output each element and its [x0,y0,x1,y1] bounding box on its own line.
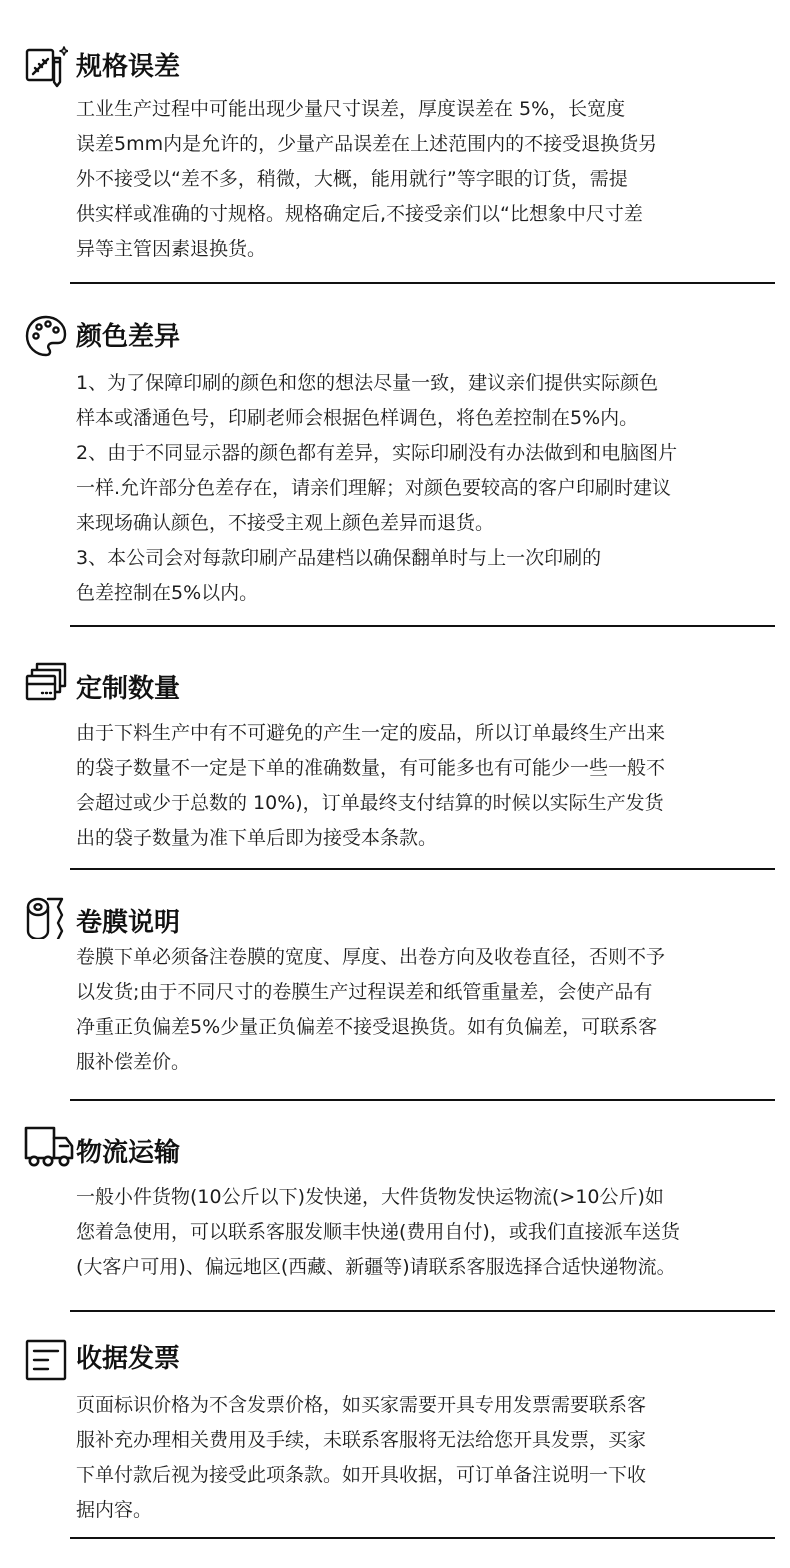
divider [70,1099,775,1101]
section-body [76,1180,776,1285]
body-line: 供实样或准确的寸规格。规格确定后,不接受亲们以“比想象中尺寸差 [76,203,643,225]
body-line: 下单付款后视为接受此项条款。如开具收据，可订单备注说明一下收 [76,1464,647,1486]
body-line: 服补偿差价。 [76,1051,191,1073]
body-line: 以发货;由于不同尺寸的卷膜生产过程误差和纸管重量差，会使产品有 [76,981,653,1003]
divider [70,868,775,870]
section-title: 收据发票 [76,1344,181,1374]
section-title: 卷膜说明 [76,908,181,938]
ruler-pencil-icon [24,44,68,88]
body-line: 卷膜下单必须备注卷膜的宽度、厚度、出卷方向及收卷直径，否则不予 [76,946,666,968]
body-line: 净重正负偏差5%少量正负偏差不接受退换货。如有负偏差，可联系客 [76,1016,658,1038]
body-line: 会超过或少于总数的 10%)，订单最终支付结算的时候以实际生产发货 [76,792,664,814]
stack-icon [24,660,68,704]
section-body [76,92,776,267]
body-line: 的袋子数量不一定是下单的准确数量，有可能多也有可能少一些一般不 [76,757,666,779]
divider [70,1310,775,1312]
body-line: 出的袋子数量为准下单后即为接受本条款。 [76,827,438,849]
body-line: 外不接受以“差不多，稍微，大概，能用就行”等字眼的订货，需提 [76,168,628,190]
body-line: 2、由于不同显示器的颜色都有差异，实际印刷没有办法做到和电脑图片 [76,442,678,464]
body-line: 一样.允许部分色差存在，请亲们理解；对颜色要较高的客户印刷时建议 [76,477,672,499]
body-line: 据内容。 [76,1499,153,1521]
section-body [76,716,776,856]
body-line: 页面标识价格为不含发票价格，如买家需要开具专用发票需要联系客 [76,1394,647,1416]
truck-icon [24,1124,74,1168]
body-line: 误差5mm内是允许的，少量产品误差在上述范围内的不接受退换货另 [76,133,658,155]
section-title: 颜色差异 [76,322,181,352]
section-title: 定制数量 [76,674,181,704]
body-line: 色差控制在5%以内。 [76,582,259,604]
body-line: 样本或潘通色号，印刷老师会根据色样调色，将色差控制在5%内。 [76,407,639,429]
body-line: 来现场确认颜色，不接受主观上颜色差异而退货。 [76,512,495,534]
divider [70,625,775,627]
body-line: 由于下料生产中有不可避免的产生一定的废品，所以订单最终生产出来 [76,722,666,744]
body-line: 3、本公司会对每款印刷产品建档以确保翻单时与上一次印刷的 [76,547,602,569]
divider [70,282,775,284]
body-line: (大客户可用)、偏远地区(西藏、新疆等)请联系客服选择合适快递物流。 [76,1256,676,1278]
body-line: 1、为了保障印刷的颜色和您的想法尽量一致，建议亲们提供实际颜色 [76,372,659,394]
body-line: 一般小件货物(10公斤以下)发快递，大件货物发快运物流(>10公斤)如 [76,1186,664,1208]
section-body [76,1388,776,1528]
section-body [76,366,776,611]
section-body [76,940,776,1080]
section-title: 规格误差 [76,52,181,82]
film-roll-icon [24,895,68,939]
body-line: 服补充办理相关费用及手续，未联系客服将无法给您开具发票，买家 [76,1429,647,1451]
divider [70,1537,775,1539]
palette-icon [24,314,68,358]
section-title: 物流运输 [76,1138,181,1168]
document-icon [24,1338,68,1382]
body-line: 工业生产过程中可能出现少量尺寸误差，厚度误差在 5%，长宽度 [76,98,626,120]
body-line: 您着急使用，可以联系客服发顺丰快递(费用自付)，或我们直接派车送货 [76,1221,680,1243]
body-line: 异等主管因素退换货。 [76,238,267,260]
